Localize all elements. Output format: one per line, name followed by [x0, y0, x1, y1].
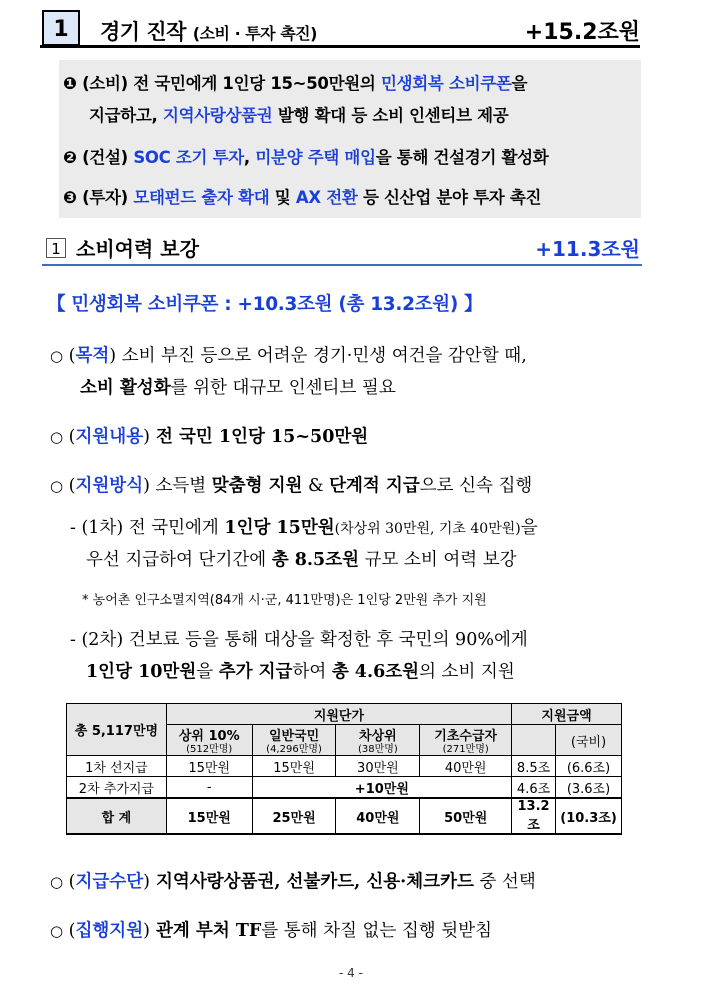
dash-text: 을 [520, 518, 538, 538]
marker-1: ❶ [63, 74, 77, 93]
table-cell: 15만원 [166, 756, 252, 777]
marker-3: ❸ [63, 188, 77, 207]
subsection-divider [42, 264, 642, 266]
dash-bold: 총 4.6조원 [331, 662, 420, 682]
table-cell: 50만원 [420, 798, 512, 834]
support-table [66, 703, 622, 835]
bullet-circle-icon: ○ [50, 873, 64, 891]
summary-highlight: 지역사랑상품권 [162, 106, 273, 125]
bullet-bold: 전 국민 1인당 15~50만원 [149, 427, 369, 447]
summary-text: (소비) 전 국민에게 1인당 15~50만원의 [82, 74, 381, 93]
table-total-row [67, 798, 622, 834]
bullet-bold: 맞춤형 지원 [211, 476, 303, 496]
note-rural: * 농어촌 인구소멸지역(84개 시·군, 411만명)은 1인당 2만원 추가 지원 [82, 593, 487, 608]
bullet-text: 으로 신속 집행 [419, 476, 533, 496]
bullet-circle-icon: ○ [50, 477, 64, 495]
dash-bold: 1인당 15만원 [224, 518, 335, 538]
summary-text: 및 [269, 188, 296, 207]
dash-text: 을 [196, 662, 219, 682]
bullet-label: 지원방식 [75, 476, 144, 496]
dash-text: - (1차) 전 국민에게 [70, 518, 225, 538]
table-col-header: 상위 10% (512만명) [166, 725, 252, 756]
bullet-text: 중 선택 [473, 872, 536, 892]
section-title [100, 16, 317, 46]
bullet-text: 를 위한 대규모 인센티브 필요 [170, 378, 396, 398]
bullet-text: 소득별 [149, 476, 212, 496]
bullet-label: 집행지원 [75, 921, 144, 941]
table-cell: 15만원 [252, 756, 336, 777]
bullet-circle-icon: ○ [50, 428, 64, 446]
summary-line-2 [89, 102, 508, 126]
bullet-method: ○ (지원방식) 소득별 맞춤형 지원 & 단계적 지급으로 신속 집행 [50, 476, 533, 496]
table-corner: 총 5,117만명 [67, 704, 167, 756]
bullet-purpose: ○ (목적) 소비 부진 등으로 어려운 경기·민생 여건을 감안할 때, [50, 346, 527, 366]
table-cell-amount: 8.5조 [512, 756, 556, 777]
bullet-circle-icon: ○ [50, 347, 64, 365]
dash-text: 하여 [292, 662, 332, 682]
table-cell: 30만원 [336, 756, 420, 777]
table-cell: 25만원 [252, 798, 336, 834]
table-cell: 40만원 [336, 798, 420, 834]
dash-bold: 추가 지급 [218, 662, 293, 682]
bullet-label: 지원내용 [75, 427, 144, 447]
dash-text: 의 소비 지원 [419, 662, 515, 682]
marker-2: ❷ [63, 148, 77, 167]
dash-text: 우선 지급하여 단기간에 [86, 550, 272, 570]
table-cell-gov: (3.6조) [556, 777, 622, 799]
section-amount: +15.2조원 [524, 20, 640, 45]
bullet-bold: 단계적 지급 [329, 476, 420, 496]
table-col-header: 기초수급자 (271만명) [420, 725, 512, 756]
dash-text: 규모 소비 여력 보강 [359, 550, 517, 570]
summary-box [59, 60, 641, 218]
table-row-label: 합 계 [67, 798, 167, 834]
table-row-label: 1차 선지급 [67, 756, 167, 777]
section-title-main: 경기 진작 [100, 20, 186, 44]
bullet-text: 를 통해 차질 없는 집행 뒷받침 [261, 921, 492, 941]
subsection-number-box: 1 [46, 238, 66, 258]
summary-text: 을 통해 건설경기 활성화 [375, 148, 549, 167]
table-group-unit: 지원단가 [166, 704, 511, 725]
subsection-amount: +11.3조원 [535, 237, 640, 261]
bullet-bold: 지역사랑상품권, 선불카드, 신용·체크카드 [149, 872, 474, 892]
dash-second-payment: - (2차) 건보료 등을 통해 대상을 확정한 후 국민의 90%에게 [70, 630, 528, 650]
dash-second-payment-line2 [86, 658, 515, 683]
table-cell: - [166, 777, 252, 799]
table-header-row [67, 704, 622, 725]
section-title-sub: (소비 · 투자 촉진) [192, 24, 317, 43]
bullet-bold: 관계 부처 TF [149, 921, 262, 941]
table-col-header-gov: (국비) [556, 725, 622, 756]
summary-highlight: SOC 조기 투자 [133, 148, 244, 167]
bullet-purpose-line2 [80, 374, 396, 399]
bullet-text: 소비 부진 등으로 어려운 경기·민생 여건을 감안할 때, [116, 346, 527, 366]
bullet-bold: 소비 활성화 [80, 378, 171, 398]
table-cell-gov: (6.6조) [556, 756, 622, 777]
page-number: - 4 - [339, 966, 363, 980]
table-cell: 40만원 [420, 756, 512, 777]
table-col-header [512, 725, 556, 756]
summary-text: (투자) [82, 188, 134, 207]
bullet-payment-means: ○ (지급수단) 지역사랑상품권, 선불카드, 신용·체크카드 중 선택 [50, 872, 536, 892]
table-cell-gov: (10.3조) [556, 798, 622, 834]
table-row-label: 2차 추가지급 [67, 777, 167, 799]
summary-line-3 [63, 144, 548, 168]
table-cell-amount: 13.2조 [512, 798, 556, 834]
summary-text: 등 신산업 분야 투자 촉진 [357, 188, 542, 207]
section-number-box: 1 [42, 10, 80, 46]
table-cell: 15만원 [166, 798, 252, 834]
header-divider [40, 45, 640, 48]
summary-line-4 [63, 184, 541, 208]
bullet-content: ○ (지원내용) 전 국민 1인당 15~50만원 [50, 427, 369, 447]
table-cell-amount: 4.6조 [512, 777, 556, 799]
table-group-amount: 지원금액 [512, 704, 622, 725]
table-col-header: 일반국민 (4,296만명) [252, 725, 336, 756]
summary-highlight: AX 전환 [295, 188, 358, 207]
dash-bold: 1인당 10만원 [86, 662, 197, 682]
table-col-header: 차상위 (38만명) [336, 725, 420, 756]
summary-text: 발행 확대 등 소비 인센티브 제공 [272, 106, 509, 125]
bullet-text: & [302, 476, 330, 496]
summary-line-1 [63, 70, 527, 94]
dash-first-payment-line2 [86, 546, 517, 571]
summary-text: 을 [511, 74, 528, 93]
dash-bold: 총 8.5조원 [271, 550, 360, 570]
summary-text: , [243, 148, 256, 167]
dash-first-payment [70, 514, 538, 539]
summary-highlight: 미분양 주택 매입 [255, 148, 376, 167]
subsection-title: 소비여력 보강 [76, 237, 199, 261]
table-row [67, 777, 622, 799]
table-row [67, 756, 622, 777]
table-cell-merged: +10만원 [252, 777, 511, 799]
summary-text: (건설) [82, 148, 134, 167]
bullet-label: 지급수단 [75, 872, 144, 892]
dash-small: (차상위 30만원, 기초 40만원) [334, 521, 521, 537]
summary-highlight: 모태펀드 출자 확대 [133, 188, 270, 207]
bullet-label: 목적 [75, 346, 110, 366]
summary-highlight: 민생회복 소비쿠폰 [380, 74, 512, 93]
coupon-title: 【 민생회복 소비쿠폰 : +10.3조원 (총 13.2조원) 】 [47, 294, 483, 315]
bullet-execution-support: ○ (집행지원) 관계 부처 TF를 통해 차질 없는 집행 뒷받침 [50, 921, 492, 941]
summary-text: 지급하고, [89, 106, 163, 125]
bullet-circle-icon: ○ [50, 922, 64, 940]
